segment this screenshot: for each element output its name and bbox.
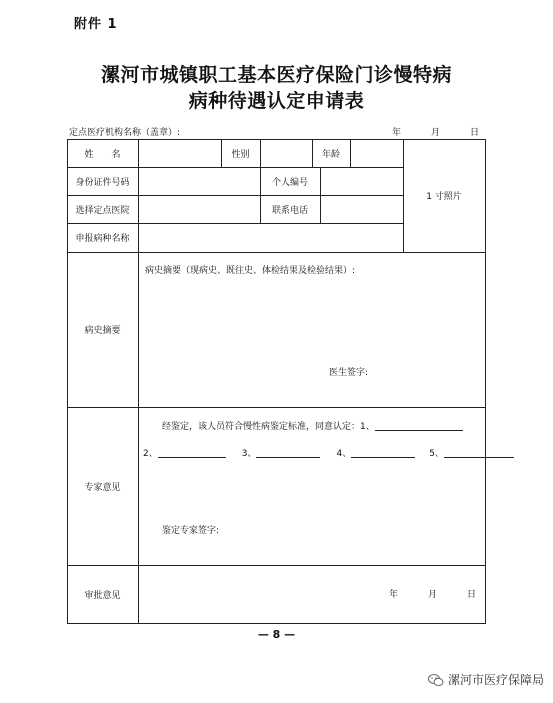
application-form bbox=[67, 139, 486, 624]
expert-statement-text: 经鉴定，该人员符合慢性病鉴定标准，同意认定：1、 bbox=[162, 422, 375, 432]
disease-label: 申报病种名称 bbox=[75, 234, 130, 244]
approval-year: 年 bbox=[389, 590, 399, 600]
wechat-icon bbox=[428, 673, 444, 687]
phone-label: 联系电话 bbox=[271, 205, 308, 216]
name-label: 姓 名 bbox=[84, 149, 121, 160]
header-year: 年 bbox=[392, 128, 402, 138]
age-label: 年龄 bbox=[321, 149, 340, 160]
rule bbox=[320, 167, 321, 224]
rule bbox=[350, 139, 351, 167]
item4-label: 4、 bbox=[336, 449, 352, 459]
doctor-sign-label: 医生签字: bbox=[329, 368, 369, 378]
header-month: 月 bbox=[431, 128, 441, 138]
gender-label: 性别 bbox=[231, 149, 250, 160]
item3-label: 3、 bbox=[241, 449, 257, 459]
item5-blank[interactable] bbox=[444, 448, 514, 458]
expert-statement bbox=[162, 419, 463, 432]
expert-items-row bbox=[143, 446, 514, 459]
header-day: 日 bbox=[470, 128, 480, 138]
item3-blank[interactable] bbox=[256, 448, 320, 458]
hospital-label: 选择定点医院 bbox=[75, 205, 130, 216]
item2-label: 2、 bbox=[143, 449, 158, 459]
personal-no-label: 个人编号 bbox=[271, 177, 308, 188]
institution-label: 定点医疗机构名称（盖章）: bbox=[69, 128, 181, 138]
id-label: 身份证件号码 bbox=[75, 177, 130, 188]
rule bbox=[67, 623, 486, 624]
watermark-text: 漯河市医疗保障局 bbox=[448, 673, 545, 687]
expert-sign-label: 鉴定专家签字: bbox=[162, 526, 220, 536]
page-subtitle: 病种待遇认定申请表 bbox=[188, 90, 365, 112]
item4-blank[interactable] bbox=[351, 448, 415, 458]
rule bbox=[138, 139, 139, 624]
expert-section-label: 专家意见 bbox=[84, 482, 121, 493]
approval-label: 审批意见 bbox=[84, 590, 121, 601]
item5-label: 5、 bbox=[429, 449, 444, 459]
photo-label: 1 寸照片 bbox=[426, 192, 462, 202]
item2-blank[interactable] bbox=[158, 448, 226, 458]
history-prompt: 病史摘要（现病史、既往史、体检结果及检验结果）: bbox=[145, 266, 356, 276]
page-title: 漯河市城镇职工基本医疗保险门诊慢特病 bbox=[100, 64, 452, 86]
watermark bbox=[428, 671, 544, 688]
attachment-label: 附件 1 bbox=[74, 17, 118, 32]
approval-day: 日 bbox=[467, 590, 477, 600]
page-number: — 8 — bbox=[257, 628, 296, 641]
history-section-label: 病史摘要 bbox=[84, 326, 121, 336]
approval-month: 月 bbox=[428, 590, 438, 600]
item1-blank[interactable] bbox=[375, 421, 463, 431]
rule bbox=[485, 139, 486, 624]
